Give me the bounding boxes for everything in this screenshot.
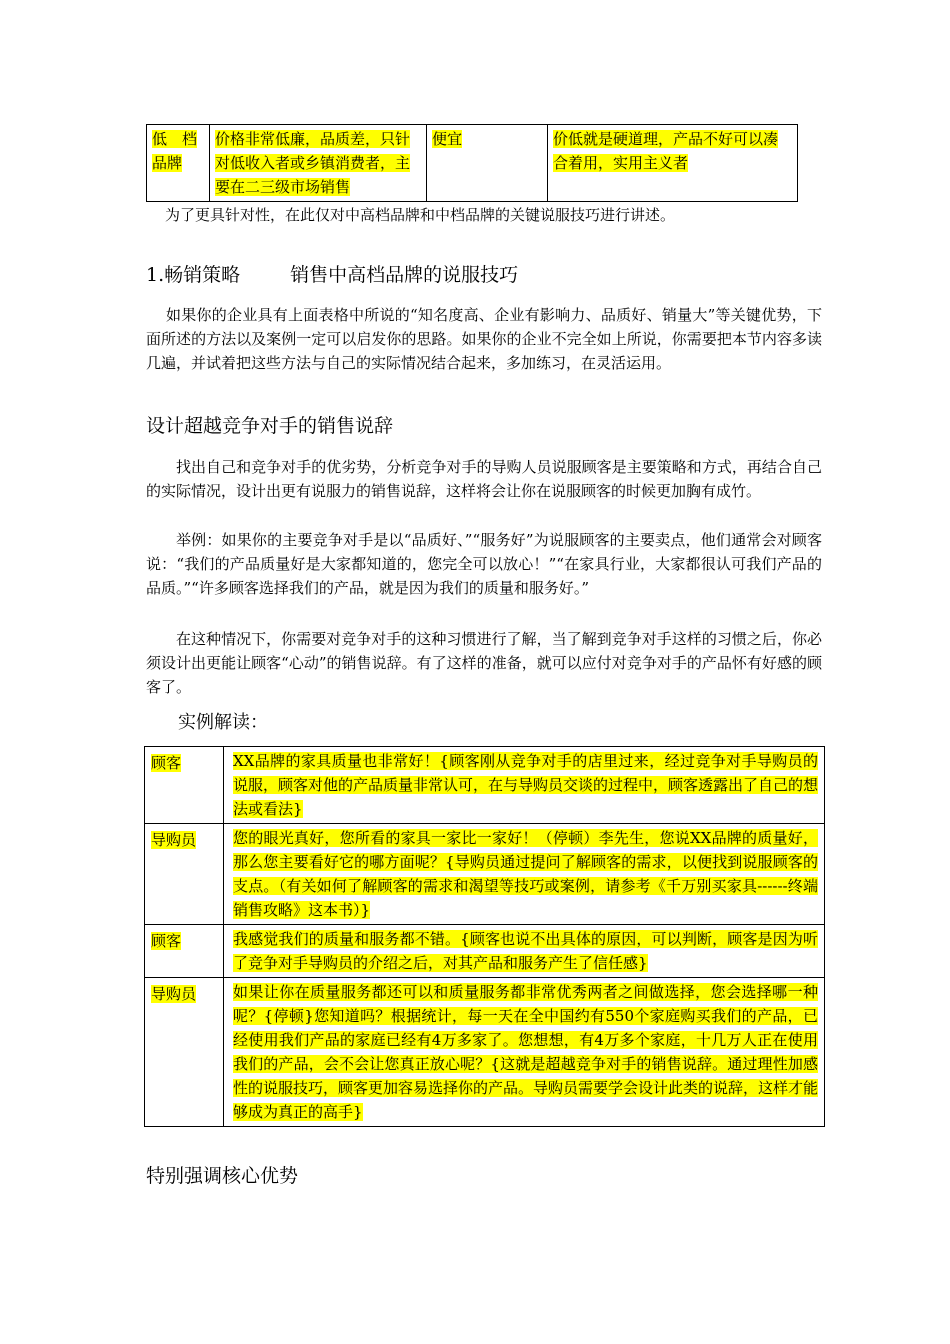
role-label: 顾客: [151, 754, 182, 772]
dialogue-cell: [224, 747, 825, 824]
role-label: 导购员: [151, 985, 197, 1003]
dialogue-cell: [224, 824, 825, 925]
role-cell: [145, 747, 224, 824]
keyword-cell: [427, 125, 548, 202]
dialogue-cell: [224, 925, 825, 978]
feature-cell: [210, 125, 427, 202]
dialogue-row: [145, 824, 825, 925]
dialogue-table: [144, 746, 825, 1127]
section-title: [146, 262, 518, 288]
subheading-competitive-pitch: 设计超越竞争对手的销售说辞: [146, 415, 394, 437]
dialogue-row: [145, 747, 825, 824]
dialogue-row: [145, 978, 825, 1127]
case-heading: 实例解读：: [178, 712, 268, 733]
dialogue-text: 您的眼光真好，您所看的家具一家比一家好！（停顿）李先生，您说XX品牌的质量好，那么您主要看好它的哪方面呢？{导购员通过提问了解顾客的需求，以便找到说服顾客的支点。（有关如何了解顾客的需求和渴望等技巧或案例，请参考《千万别买家具------终端销售攻略》这本书）}: [233, 829, 818, 919]
dialogue-row: [145, 925, 825, 978]
intro-paragraph: 如果你的企业具有上面表格中所说的“知名度高、企业有影响力、品质好、销量大”等关键优势，下面所述的方法以及案例一定可以启发你的思路。如果你的企业不完全如上所说，你需要把本节内容多读几遍，并试着把这些方法与自己的实际情况结合起来，多加练习，在灵活运用。: [146, 306, 822, 372]
body-paragraph: 找出自己和竞争对手的优劣势，分析竞争对手的导购人员说服顾客是主要策略和方式，再结合自己的实际情况，设计出更有说服力的销售说辞，这样将会让你在说服顾客的时候更加胸有成竹。: [146, 458, 822, 500]
feature-text: 价格非常低廉，品质差，只针对低收入者或乡镇消费者，主要在二三级市场销售: [215, 130, 411, 196]
body-paragraph: 举例：如果你的主要竞争对手是以“品质好、”“服务好”为说服顾客的主要卖点，他们通常会对顾客说：“我们的产品质量好是大家都知道的，您完全可以放心！”“在家具行业，大家都很认可我们产品的品质。”“许多顾客选择我们的产品，就是因为我们的质量和服务好。”: [146, 531, 822, 597]
role-label: 导购员: [151, 831, 197, 849]
table-note: 为了更具针对性，在此仅对中高档品牌和中档品牌的关键说服技巧进行讲述。: [165, 206, 676, 224]
role-cell: [145, 978, 224, 1127]
body-paragraph: 在这种情况下，你需要对竞争对手的这种习惯进行了解，当了解到竞争对手这样的习惯之后，你必须设计出更能让顾客“心动”的销售说辞。有了这样的准备，就可以应付对竞争对手的产品怀有好感的顾客了。: [146, 630, 822, 696]
brand-tier-table: [146, 124, 798, 202]
role-label: 顾客: [151, 932, 182, 950]
tier-label: 低 档品牌: [152, 130, 198, 172]
dialogue-cell: [224, 978, 825, 1127]
table-row: [147, 125, 798, 202]
psychology-cell: [548, 125, 798, 202]
section-heading: 销售中高档品牌的说服技巧: [290, 264, 519, 286]
subheading-core-advantage: 特别强调核心优势: [146, 1165, 299, 1187]
keyword-text: 便宜: [432, 130, 463, 148]
dialogue-text: XX品牌的家具质量也非常好！{顾客刚从竞争对手的店里过来，经过竞争对手导购员的说服，顾客对他的产品质量非常认可，在与导购员交谈的过程中，顾客透露出了自己的想法或看法}: [233, 752, 819, 818]
role-cell: [145, 925, 224, 978]
section-number: 1.畅销策略: [146, 264, 241, 286]
role-cell: [145, 824, 224, 925]
dialogue-text: 我感觉我们的质量和服务都不错。{顾客也说不出具体的原因，可以判断，顾客是因为听了竞争对手导购员的介绍之后，对其产品和服务产生了信任感}: [233, 930, 818, 972]
psychology-text: 价低就是硬道理，产品不好可以凑合着用，实用主义者: [553, 130, 779, 172]
tier-cell: [147, 125, 210, 202]
dialogue-text: 如果让你在质量服务都还可以和质量服务都非常优秀两者之间做选择，您会选择哪一种呢？{停顿}您知道吗？根据统计，每一天在全中国约有550个家庭购买我们的产品，已经使用我们产品的家庭已经有4万多家了。您想想，有4万多个家庭，十几万人正在使用我们的产品，会不会让您真正放心呢？{这就是超越竞争对手的销售说辞。通过理性加感性的说服技巧，顾客更加容易选择你的产品。导购员需要学会设计此类的说辞，这样才能够成为真正的高手}: [233, 983, 819, 1121]
